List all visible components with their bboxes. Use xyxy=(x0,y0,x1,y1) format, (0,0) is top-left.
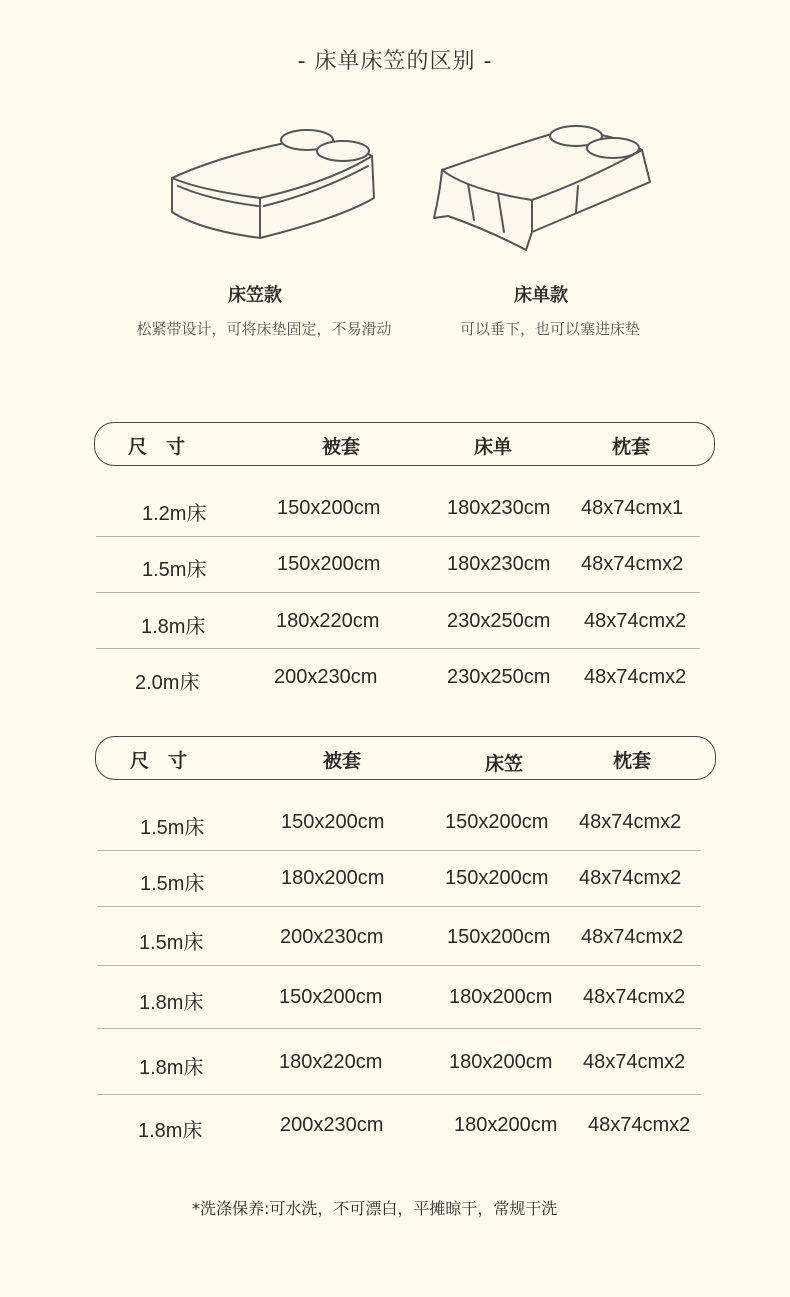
row-divider xyxy=(96,592,700,593)
header-size: 尺 寸 xyxy=(128,436,186,458)
cell-size: 1.8m床 xyxy=(139,1057,204,1079)
header-pillowcase: 枕套 xyxy=(613,750,652,772)
cell-fitted-sheet: 150x200cm xyxy=(445,867,549,889)
cell-duvet: 200x230cm xyxy=(274,666,378,688)
cell-size: 1.2m床 xyxy=(142,503,207,525)
cell-fitted-sheet: 150x200cm xyxy=(447,926,551,948)
row-divider xyxy=(97,1094,701,1095)
cell-pillowcase: 48x74cmx2 xyxy=(579,811,682,833)
cell-pillowcase: 48x74cmx2 xyxy=(581,553,684,575)
flat-sheet-illustration xyxy=(428,120,658,260)
cell-duvet: 180x220cm xyxy=(279,1051,383,1073)
cell-duvet: 180x200cm xyxy=(281,867,385,889)
care-instructions: *洗涤保养:可水洗，不可漂白，平摊晾干，常规干洗 xyxy=(192,1199,558,1218)
header-sheet: 床单 xyxy=(474,436,513,458)
row-divider xyxy=(97,965,701,966)
cell-pillowcase: 48x74cmx1 xyxy=(581,497,684,519)
cell-size: 2.0m床 xyxy=(135,672,200,694)
cell-sheet: 180x230cm xyxy=(447,553,551,575)
row-divider xyxy=(96,536,700,537)
header-size: 尺 寸 xyxy=(130,750,188,772)
cell-sheet: 230x250cm xyxy=(447,666,551,688)
cell-fitted-sheet: 180x200cm xyxy=(449,1051,553,1073)
cell-fitted-sheet: 150x200cm xyxy=(445,811,549,833)
flat-sheet-label: 床单款 xyxy=(514,285,568,306)
fitted-sheet-label: 床笠款 xyxy=(228,285,282,306)
header-duvet: 被套 xyxy=(323,750,362,772)
cell-pillowcase: 48x74cmx2 xyxy=(584,610,687,632)
cell-fitted-sheet: 180x200cm xyxy=(454,1114,558,1136)
cell-fitted-sheet: 180x200cm xyxy=(449,986,553,1008)
cell-pillowcase: 48x74cmx2 xyxy=(583,1051,686,1073)
row-divider xyxy=(97,850,701,851)
cell-size: 1.8m床 xyxy=(138,1120,203,1142)
cell-duvet: 200x230cm xyxy=(280,1114,384,1136)
cell-duvet: 200x230cm xyxy=(280,926,384,948)
cell-size: 1.8m床 xyxy=(141,616,206,638)
cell-pillowcase: 48x74cmx2 xyxy=(584,666,687,688)
cell-duvet: 180x220cm xyxy=(276,610,380,632)
fitted-sheet-illustration xyxy=(160,120,390,250)
cell-duvet: 150x200cm xyxy=(277,553,381,575)
cell-pillowcase: 48x74cmx2 xyxy=(583,986,686,1008)
row-divider xyxy=(96,648,700,649)
header-pillowcase: 枕套 xyxy=(612,436,651,458)
cell-duvet: 150x200cm xyxy=(277,497,381,519)
cell-duvet: 150x200cm xyxy=(279,986,383,1008)
fitted-sheet-desc: 松紧带设计，可将床垫固定，不易滑动 xyxy=(136,320,392,338)
header-duvet: 被套 xyxy=(322,436,361,458)
cell-sheet: 180x230cm xyxy=(447,497,551,519)
header-fitted-sheet: 床笠 xyxy=(485,753,524,775)
page-title: - 床单床笠的区别 - xyxy=(297,49,493,74)
flat-sheet-desc: 可以垂下，也可以塞进床垫 xyxy=(459,320,640,338)
cell-sheet: 230x250cm xyxy=(447,610,551,632)
row-divider xyxy=(97,906,701,907)
cell-pillowcase: 48x74cmx2 xyxy=(579,867,682,889)
cell-size: 1.5m床 xyxy=(140,873,205,895)
cell-size: 1.8m床 xyxy=(139,992,204,1014)
cell-duvet: 150x200cm xyxy=(281,811,385,833)
cell-size: 1.5m床 xyxy=(140,817,205,839)
cell-size: 1.5m床 xyxy=(139,932,204,954)
row-divider xyxy=(97,1028,701,1029)
cell-pillowcase: 48x74cmx2 xyxy=(588,1114,691,1136)
cell-pillowcase: 48x74cmx2 xyxy=(581,926,684,948)
cell-size: 1.5m床 xyxy=(142,559,207,581)
